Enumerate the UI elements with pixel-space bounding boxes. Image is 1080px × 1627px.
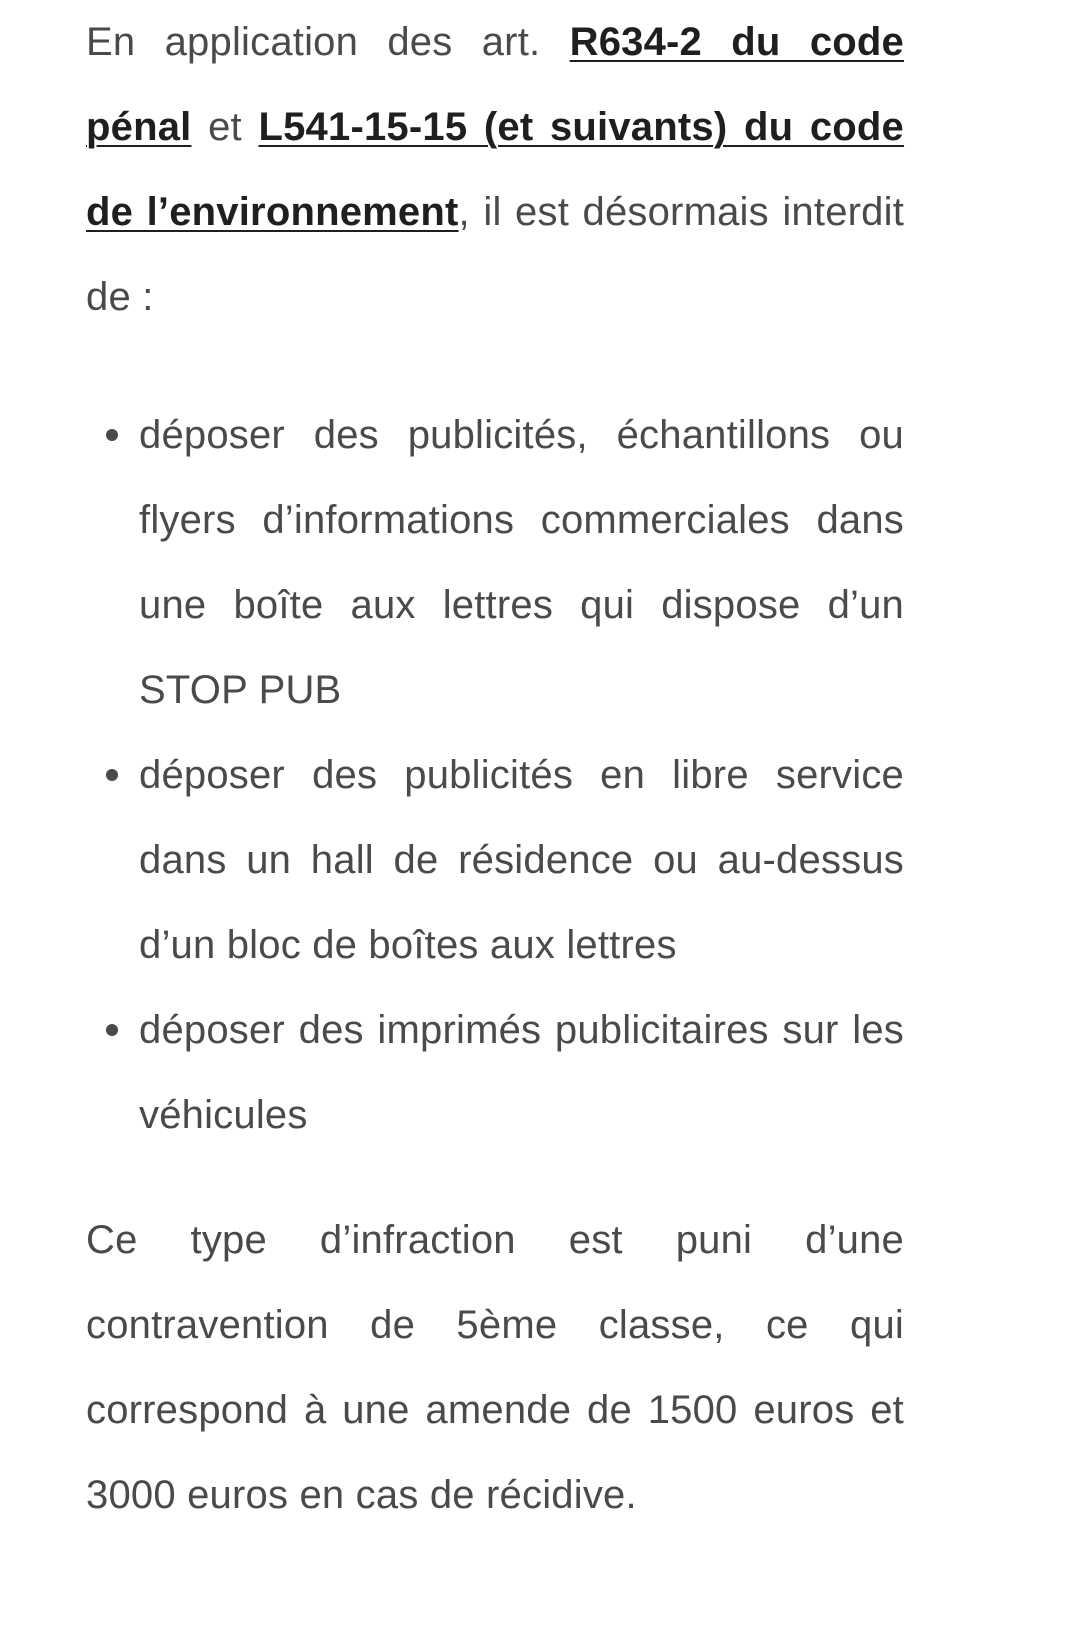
intro-middle: et [191,105,259,149]
list-item-text: déposer des imprimés publicitaires sur les véhicules [139,1008,904,1137]
list-item [139,393,904,733]
link-penal-code[interactable]: R634-2 du code pénal [86,20,904,149]
bullet-icon [106,769,118,781]
list-item-text: déposer des publicités en libre service dans un hall de résidence ou au-dessus d’un bloc de boîtes aux lettres [139,753,904,967]
list-item [139,733,904,988]
intro-suffix: , il est désormais interdit de : [86,190,905,319]
penalty-paragraph: Ce type d’infraction est puni d’une contravention de 5ème classe, ce qui correspond à une amende de 1500 euros et 3000 euros en cas de récidive. [86,1218,904,1517]
intro-paragraph [86,0,904,340]
intro-prefix: En application des art. [86,20,570,64]
list-item-text: déposer des publicités, échantillons ou flyers d’informations commerciales dans une boîte aux lettres qui dispose d’un STOP PUB [139,413,904,712]
list-item [139,988,904,1158]
prohibitions-list [86,393,904,1158]
article-content [86,0,904,1538]
bullet-icon [106,1024,118,1036]
bullet-icon [106,429,118,441]
link-environment-code[interactable]: L541-15-15 (et suivants) du code de l’environnement [86,105,905,234]
